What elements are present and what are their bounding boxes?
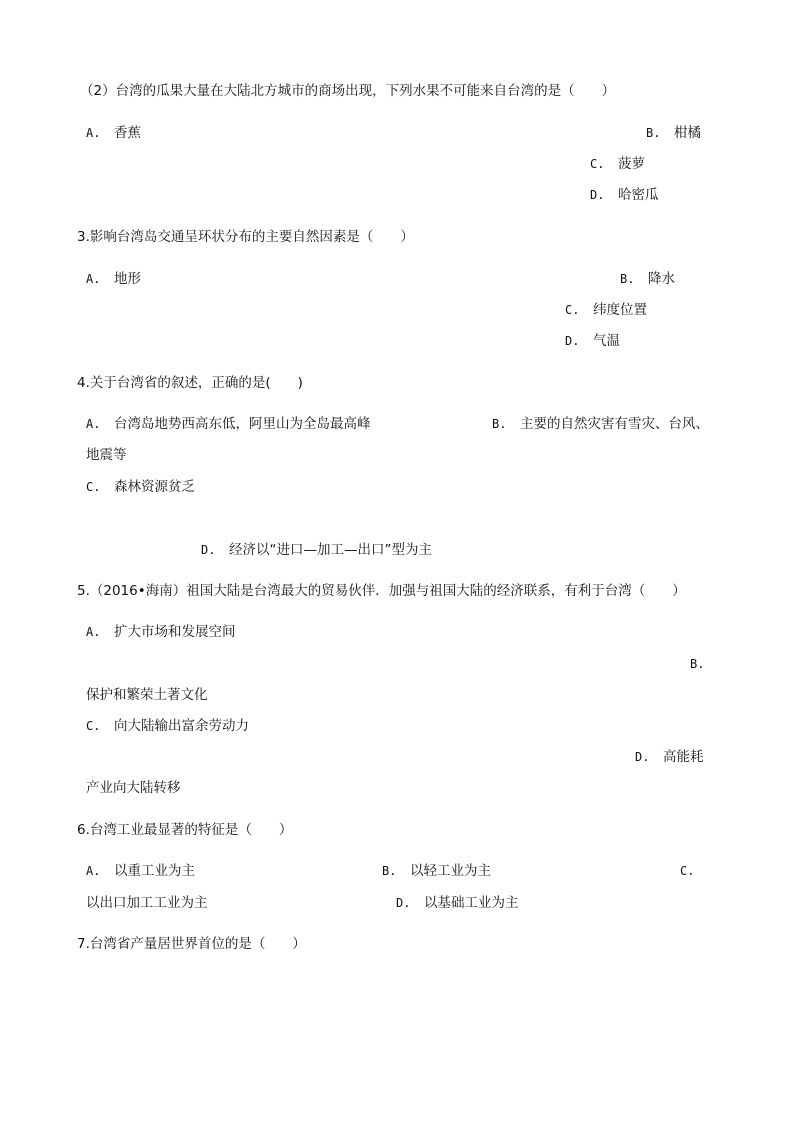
q5-option-b-continued: 保护和繁荣土著文化: [86, 687, 208, 703]
option-letter: B.: [382, 864, 397, 878]
option-text: 以轻工业为主: [410, 863, 491, 879]
q6-option-b: [382, 862, 491, 880]
q2-option-c: [590, 155, 645, 173]
option-text: 哈密瓜: [618, 187, 659, 203]
option-text: 菠萝: [618, 156, 645, 172]
q3-option-c: [565, 301, 647, 319]
option-letter: A.: [86, 272, 101, 286]
option-text: 主要的自然灾害有雪灾、台风、: [520, 416, 709, 432]
question-4-stem: 4.关于台湾省的叙述，正确的是( ): [77, 375, 303, 391]
q4-option-d: [201, 541, 432, 559]
option-letter: D.: [396, 896, 411, 910]
question-3-stem: 3.影响台湾岛交通呈环状分布的主要自然因素是（ ）: [77, 229, 414, 245]
option-letter: D.: [201, 543, 216, 557]
q5-option-b-letter: B.: [690, 657, 705, 671]
q3-option-b: [620, 270, 675, 288]
option-text: 扩大市场和发展空间: [114, 624, 236, 640]
q2-option-d: [590, 186, 659, 204]
q6-option-c-continued: 以出口加工工业为主: [86, 895, 208, 911]
question-6-stem: 6.台湾工业最显著的特征是（ ）: [77, 822, 293, 838]
option-letter: B.: [620, 272, 635, 286]
q6-option-a: [86, 862, 195, 880]
option-letter: D.: [590, 188, 605, 202]
question-7-stem: 7.台湾省产量居世界首位的是（ ）: [77, 936, 306, 952]
question-5-stem: 5.（2016•海南）祖国大陆是台湾最大的贸易伙伴．加强与祖国大陆的经济联系，有利于台湾（ ）: [77, 583, 686, 599]
option-text: 柑橘: [674, 125, 701, 141]
q5-option-a: [86, 623, 236, 641]
option-letter: A.: [86, 864, 101, 878]
q2-option-b: [646, 124, 701, 142]
q6-option-d: [396, 894, 519, 912]
option-letter: B.: [492, 417, 507, 431]
option-letter: A.: [86, 417, 101, 431]
option-text: 降水: [648, 271, 675, 287]
option-text: 香蕉: [114, 125, 141, 141]
option-text: 台湾岛地势西高东低，阿里山为全岛最高峰: [114, 416, 371, 432]
q5-option-d: [635, 748, 704, 766]
option-text: 经济以“进口—加工—出口”型为主: [229, 542, 432, 558]
q3-option-d: [565, 332, 620, 350]
q5-option-c: [86, 717, 249, 735]
option-text: 高能耗: [663, 749, 704, 765]
option-text: 向大陆输出富余劳动力: [114, 718, 249, 734]
option-letter: C.: [565, 303, 580, 317]
q4-option-c: [86, 478, 195, 496]
q2-option-a: [86, 124, 141, 142]
option-text: 以基础工业为主: [424, 895, 519, 911]
option-letter: D.: [635, 750, 650, 764]
q4-option-b: [492, 415, 709, 433]
option-text: 纬度位置: [593, 302, 647, 318]
option-text: 地形: [114, 271, 141, 287]
option-letter: A.: [86, 625, 101, 639]
q5-option-d-continued: 产业向大陆转移: [86, 780, 181, 796]
q3-option-a: [86, 270, 141, 288]
q4-option-b-continued: 地震等: [86, 447, 127, 463]
option-text: 森林资源贫乏: [114, 479, 195, 495]
option-letter: A.: [86, 126, 101, 140]
option-text: 以重工业为主: [114, 863, 195, 879]
option-letter: C.: [86, 480, 101, 494]
question-2-sub-stem: （2）台湾的瓜果大量在大陆北方城市的商场出现，下列水果不可能来自台湾的是（ ）: [80, 83, 616, 99]
option-letter: C.: [86, 719, 101, 733]
option-letter: B.: [646, 126, 661, 140]
option-letter: C.: [590, 157, 605, 171]
q4-option-a: [86, 415, 371, 433]
option-text: 气温: [593, 333, 620, 349]
q6-option-c-letter: C.: [680, 864, 695, 878]
option-letter: D.: [565, 334, 580, 348]
